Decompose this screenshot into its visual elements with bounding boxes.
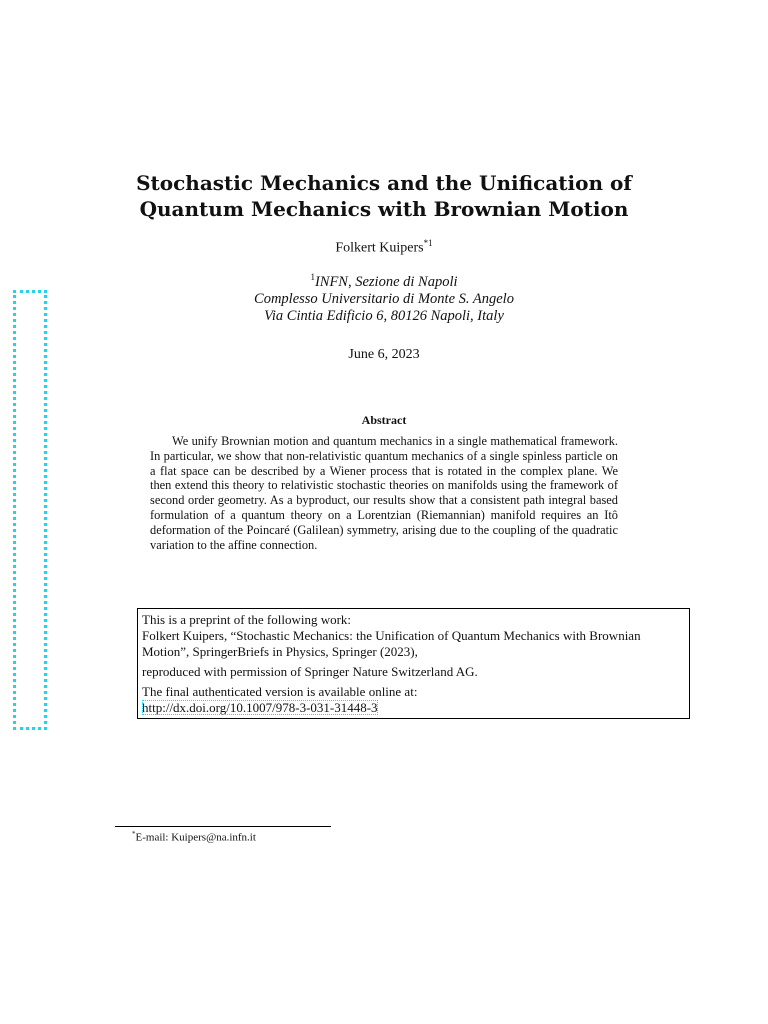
affiliation-mark: 1 xyxy=(310,272,315,282)
author-marks: *1 xyxy=(423,238,433,248)
paper-date: June 6, 2023 xyxy=(348,347,420,362)
footnote-rule xyxy=(115,826,331,827)
preprint-citation: Folkert Kuipers, “Stochastic Mechanics: the Unification of Quantum Mechanics with Brownian Motion”, SpringerBriefs in Physics, Springer (2023), xyxy=(142,628,641,659)
paper-title xyxy=(0,170,768,222)
doi-link[interactable]: http://dx.doi.org/10.1007/978-3-031-31448-3 xyxy=(142,700,378,715)
preprint-line: This is a preprint of the following work: xyxy=(142,612,352,627)
affiliation-line-2: Complesso Universitario di Monte S. Angelo xyxy=(254,290,514,307)
affiliation-institute: INFN, Sezione di Napoli xyxy=(314,273,458,290)
title-line-1: Stochastic Mechanics and the Unification of xyxy=(136,171,632,195)
preprint-final-version: The final authenticated version is available online at: xyxy=(142,684,418,699)
abstract-heading: Abstract xyxy=(361,413,407,427)
affiliation xyxy=(0,269,768,325)
author-line xyxy=(0,238,768,257)
footnote-text: E-mail: Kuipers@na.infn.it xyxy=(135,831,256,844)
affiliation-line-3: Via Cintia Edificio 6, 80126 Napoli, Italy xyxy=(264,307,504,324)
preprint-notice-box xyxy=(137,608,690,719)
affiliation-line-1 xyxy=(0,269,768,291)
preprint-permission: reproduced with permission of Springer Nature Switzerland AG. xyxy=(142,664,478,679)
footnote-mark: * xyxy=(132,830,136,838)
abstract-text: We unify Brownian motion and quantum mechanics in a single mathematical framework. In particular, we show that non-relativistic quantum mechanics of a single spinless particle on a flat space can be described by a Wiener process that is rotated in the complex plane. We then extend this theory to relativistic stochastic theories on manifolds using the framework of second order geometry. As a byproduct, our results show that a consistent path integral based formulation of a quantum theory on a Lorentzian (Riemannian) manifold requires an Itô deformation of the Poincaré (Galilean) symmetry, arising due to the coupling of the quadratic variation to the affine connection. xyxy=(150,434,618,552)
author-name: Folkert Kuipers xyxy=(335,240,424,256)
preprint-doi-line xyxy=(142,700,685,716)
footnote xyxy=(132,830,256,844)
title-line-2: Quantum Mechanics with Brownian Motion xyxy=(139,197,629,221)
